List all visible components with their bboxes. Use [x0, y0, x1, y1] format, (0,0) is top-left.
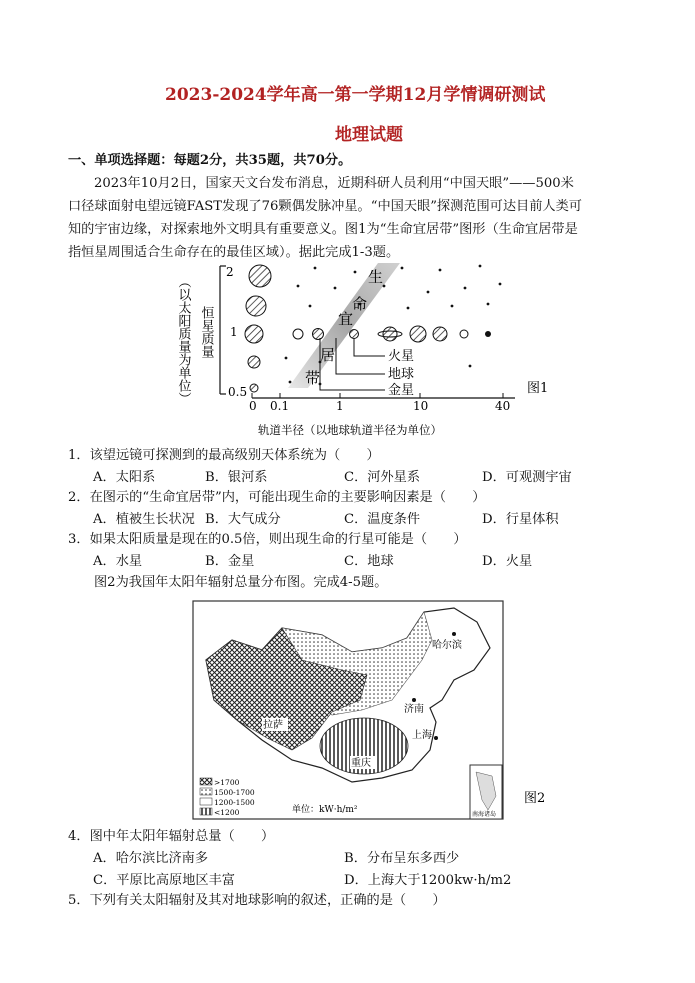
figure-caption: 图1 — [527, 381, 549, 396]
city-label: 上海 — [412, 730, 432, 741]
legend-label: <1200 — [214, 808, 240, 817]
option: B．大气成分 — [205, 512, 281, 527]
inset-label: 南海诸岛 — [472, 811, 497, 818]
section-heading: 一、单项选择题：每题2分，共35题，共70分。 — [68, 153, 352, 168]
option: C．河外星系 — [344, 470, 421, 485]
zone-label-char: 宜 — [338, 310, 354, 328]
figure2-intro: 图2为我国年太阳年辐射总量分布图。完成4-5题。 — [94, 575, 388, 590]
y-tick: 0.5 — [228, 385, 248, 399]
intro-line: 指恒星周围适合生命存在的最佳区域）。据此完成1-3题。 — [68, 245, 400, 260]
option: C．温度条件 — [344, 512, 421, 527]
figure1-habitable-zone — [170, 258, 570, 443]
planet — [383, 327, 397, 341]
option: B．金星 — [205, 554, 255, 569]
zone-label-char: 生 — [368, 268, 384, 286]
planet-label: 金星 — [388, 383, 415, 398]
star — [249, 265, 271, 287]
question-stem: 2．在图示的“生命宜居带”内，可能出现生命的主要影响因素是（ ） — [68, 490, 486, 505]
city-label: 哈尔滨 — [432, 640, 462, 651]
star — [246, 296, 266, 316]
planet — [433, 327, 447, 341]
option: D．可观测宇宙 — [482, 470, 572, 485]
question-stem: 1．该望远镜可探测到的最高级别天体系统为（ ） — [68, 448, 380, 463]
intro-line: 2023年10月2日，国家天文台发布消息，近期科研人员利用“中国天眼”——500米 — [94, 176, 574, 191]
zone-label-char: 居 — [320, 346, 336, 364]
planet-label: 火星 — [388, 349, 415, 364]
zone-label-char: 命 — [352, 295, 368, 313]
planet-label: 地球 — [388, 367, 415, 382]
option: B．银河系 — [205, 470, 268, 485]
x-tick: 40 — [495, 399, 511, 413]
question-stem: 4．图中年太阳年辐射总量（ ） — [68, 829, 275, 844]
y-tick: 1 — [230, 325, 238, 339]
figure-caption: 图2 — [524, 791, 546, 806]
legend-label: >1700 — [214, 778, 240, 787]
option: B．分布呈东多西少 — [344, 851, 460, 866]
star — [248, 356, 260, 368]
zone-label-char: 带 — [305, 369, 321, 387]
legend-label: 1200-1500 — [214, 798, 255, 807]
city-label: 拉萨 — [263, 720, 283, 731]
option: D．行星体积 — [482, 512, 559, 527]
star — [250, 384, 258, 392]
option: A．水星 — [93, 554, 143, 569]
city-label: 重庆 — [351, 758, 371, 769]
figure2-solar-radiation-map — [192, 600, 564, 822]
x-tick: 10 — [413, 399, 429, 413]
page-subtitle: 地理试题 — [335, 125, 403, 145]
intro-line: 口径球面射电望远镜FAST发现了76颗偶发脉冲星。“中国天眼”探测范围可达目前人类可 — [68, 199, 582, 214]
option: A．哈尔滨比济南多 — [93, 851, 209, 866]
planet — [460, 330, 468, 338]
option: A．植被生长状况 — [93, 512, 195, 527]
planet — [293, 329, 303, 339]
option: C．地球 — [344, 554, 394, 569]
y-axis-label-outer: （以太阳质量为单位） — [175, 275, 191, 405]
map-unit: 单位：kW·h/m² — [292, 805, 358, 815]
x-tick: 0 — [249, 399, 257, 413]
x-axis-label: 轨道半径（以地球轨道半径为单位） — [258, 423, 442, 437]
option: C．平原比高原地区丰富 — [93, 873, 235, 888]
y-tick: 2 — [226, 265, 234, 279]
option: D．上海大于1200kw·h/m2 — [344, 873, 512, 888]
question-stem: 3．如果太阳质量是现在的0.5倍，则出现生命的行星可能是（ ） — [68, 532, 467, 547]
y-axis-label-inner: 恒星质量 — [198, 306, 214, 358]
city-label: 济南 — [404, 704, 424, 715]
x-tick: 1 — [336, 399, 344, 413]
planet — [410, 326, 426, 342]
option: D．火星 — [482, 554, 533, 569]
x-tick: 0.1 — [270, 399, 290, 413]
option: A．太阳系 — [93, 470, 156, 485]
intro-line: 知的宇宙边缘，对探索地外文明具有重要意义。图1为“生命宜居带”图形（生命宜居带是 — [68, 222, 578, 237]
star — [245, 325, 263, 343]
question-stem: 5．下列有关太阳辐射及其对地球影响的叙述，正确的是（ ） — [68, 893, 446, 908]
page-title: 2023-2024学年高一第一学期12月学情调研测试 — [165, 85, 546, 105]
planet — [485, 331, 491, 337]
legend-label: 1500-1700 — [214, 788, 255, 797]
planet — [313, 329, 324, 340]
planet — [350, 330, 359, 339]
